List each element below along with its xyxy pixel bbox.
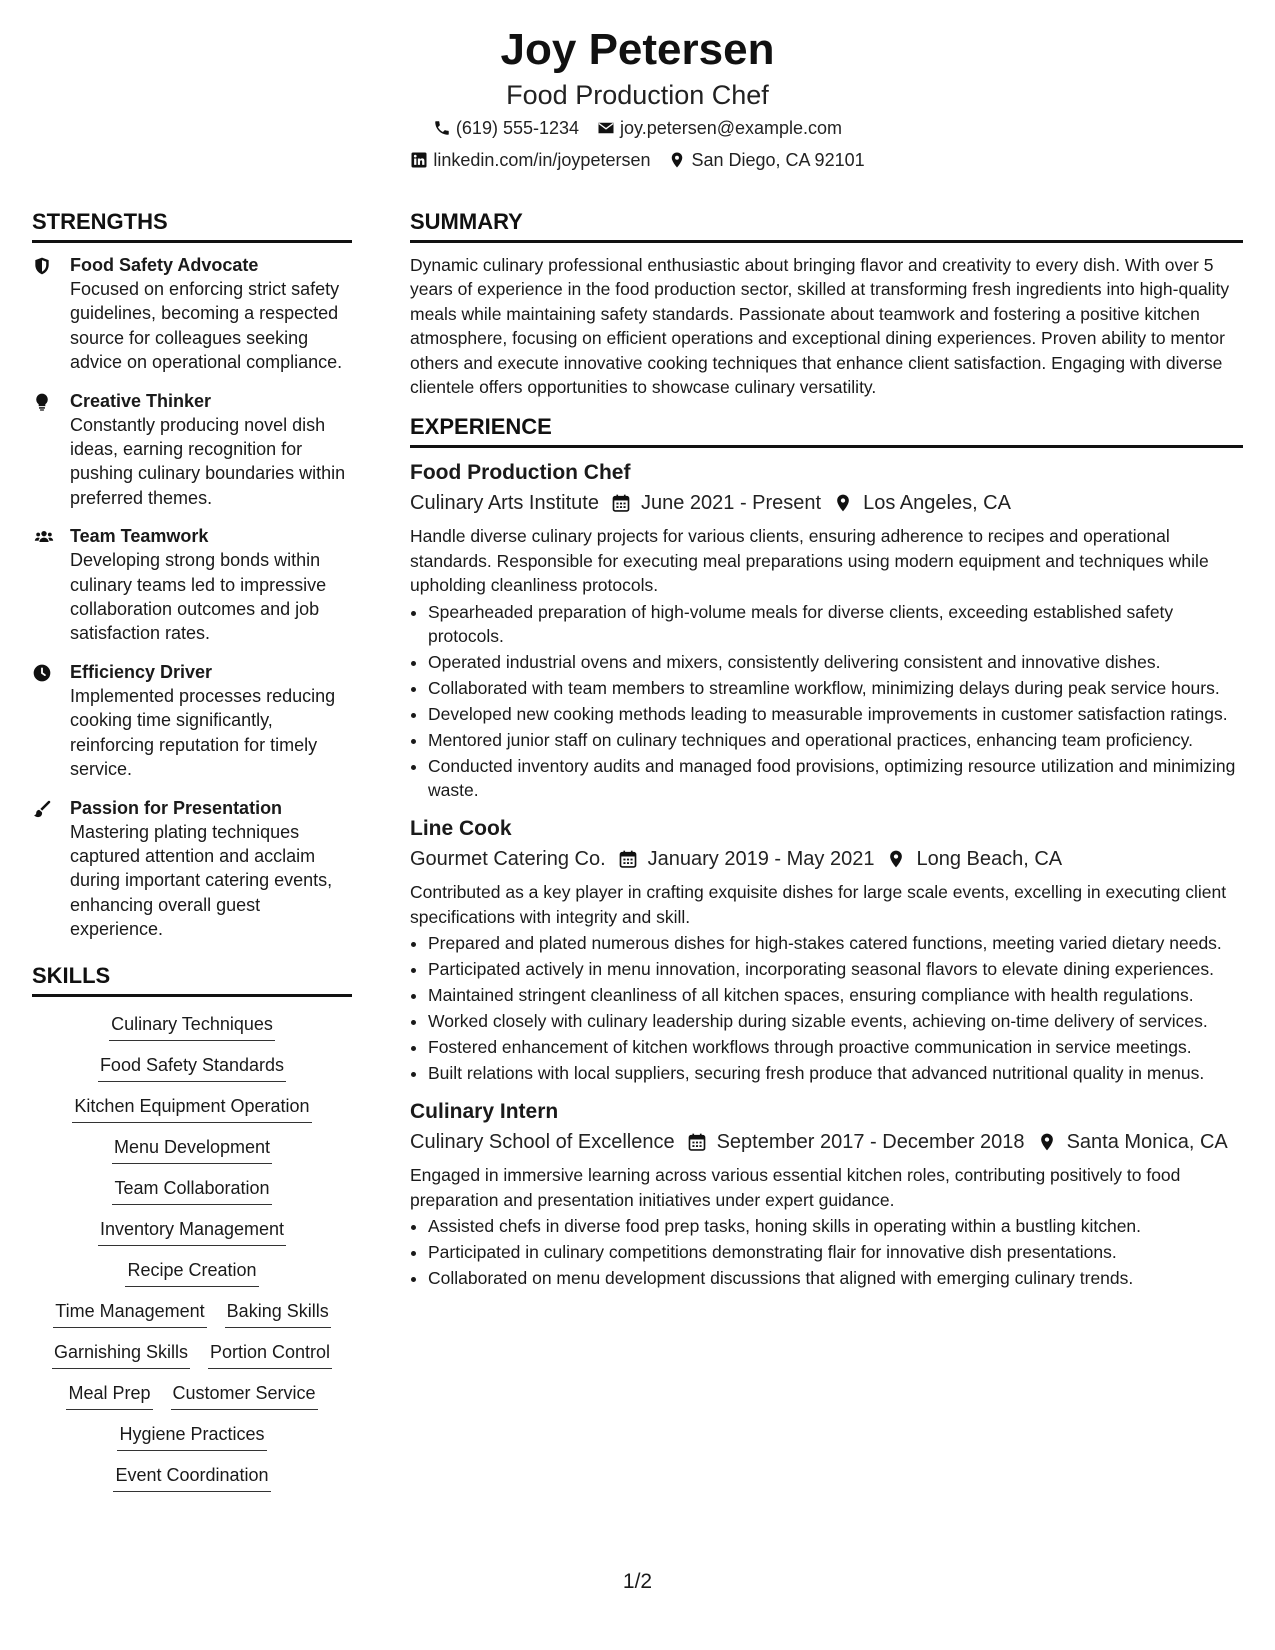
job-entry xyxy=(410,458,1243,802)
strength-item xyxy=(32,524,352,646)
job-description: Contributed as a key player in crafting exquisite dishes for large scale events, excelling in executing client specifications with integrity and skill. xyxy=(410,882,1227,927)
skill-row xyxy=(32,1011,352,1041)
skills-section xyxy=(32,962,352,1492)
job-bullet: • Participated actively in menu innovation, incorporating seasonal flavors to elevate dining experiences. xyxy=(428,957,1243,981)
job-title: Line Cook xyxy=(410,817,512,841)
skill-tag: Kitchen Equipment Operation xyxy=(72,1093,311,1123)
email-contact[interactable] xyxy=(597,112,842,144)
job-bullet: • Mentored junior staff on culinary techniques and operational practices, enhancing team proficiency. xyxy=(428,728,1243,752)
job-company: Culinary School of Excellence xyxy=(410,1131,675,1154)
users-icon xyxy=(32,524,70,646)
skill-tag: Garnishing Skills xyxy=(52,1339,190,1369)
map-pin-icon xyxy=(1037,1132,1057,1152)
job-bullets xyxy=(410,1214,1243,1290)
skill-tag: Event Coordination xyxy=(113,1462,270,1492)
location-contact xyxy=(668,144,864,176)
skill-row xyxy=(32,1257,352,1287)
job-bullet: • Spearheaded preparation of high-volume meals for diverse clients, exceeding established safety protocols. xyxy=(428,600,1243,649)
strength-item xyxy=(32,660,352,782)
strength-desc: Constantly producing novel dish ideas, earning recognition for pushing culinary boundaries within preferred themes. xyxy=(70,414,346,508)
skill-row xyxy=(32,1421,352,1451)
job-entry xyxy=(410,1097,1243,1290)
job-location-text: Santa Monica, CA xyxy=(1066,1131,1228,1154)
skill-tag: Time Management xyxy=(53,1298,206,1328)
strength-desc: Developing strong bonds within culinary teams led to impressive collaboration outcomes and job satisfaction rates. xyxy=(70,550,327,644)
contact-row-1 xyxy=(0,112,1275,144)
job-dates xyxy=(611,488,821,518)
calendar-icon xyxy=(611,493,631,513)
skill-tag: Meal Prep xyxy=(66,1380,152,1410)
strength-desc: Focused on enforcing strict safety guidelines, becoming a respected source for colleagues seeking advice on operational compliance. xyxy=(70,279,343,373)
job-company: Culinary Arts Institute xyxy=(410,492,599,515)
job-dates-text: June 2021 - Present xyxy=(640,492,822,515)
job-dates-text: January 2019 - May 2021 xyxy=(647,848,875,871)
phone-icon xyxy=(433,119,451,137)
skill-row xyxy=(32,1134,352,1164)
job-title: Food Production Chef xyxy=(410,461,631,485)
summary-text: Dynamic culinary professional enthusiastic about bringing flavor and creativity to every dish. With over 5 years of experience in the food production sector, skilled at transforming fresh ingredients into high-quality meals while maintaining safety standards. Passionate about teamwork and fostering a positive kitchen atmosphere, focusing on efficient operations and exceptional dining experiences. Proven ability to mentor others and execute innovative cooking techniques that enhance client satisfaction. Engaging with diverse clientele offers opportunities to showcase culinary versatility. xyxy=(410,255,1230,398)
strength-item xyxy=(32,253,352,375)
strengths-title: STRENGTHS xyxy=(32,208,352,243)
job-bullet: • Participated in culinary competitions demonstrating flair for innovative dish presentations. xyxy=(428,1240,1243,1264)
job-location-text: Los Angeles, CA xyxy=(863,492,1011,515)
skill-tag: Portion Control xyxy=(208,1339,332,1369)
strength-item xyxy=(32,796,352,942)
clock-icon xyxy=(32,660,70,782)
left-column xyxy=(32,208,352,1503)
calendar-icon xyxy=(687,1132,707,1152)
job-bullet: • Prepared and plated numerous dishes for high-stakes catered functions, meeting varied dietary needs. xyxy=(428,931,1243,955)
calendar-icon xyxy=(618,849,638,869)
linkedin-text: linkedin.com/in/joypetersen xyxy=(433,150,651,170)
candidate-name: Joy Petersen xyxy=(500,25,775,74)
skill-row xyxy=(32,1175,352,1205)
phone-contact xyxy=(433,112,579,144)
job-bullet: • Assisted chefs in diverse food prep tasks, honing skills in operating within a bustling kitchen. xyxy=(428,1214,1243,1238)
page-number: 1/2 xyxy=(622,1570,653,1593)
shield-icon xyxy=(32,253,70,375)
skill-tag: Menu Development xyxy=(112,1134,272,1164)
job-bullet: • Collaborated on menu development discussions that aligned with emerging culinary trends. xyxy=(428,1266,1243,1290)
candidate-role: Food Production Chef xyxy=(506,80,769,110)
right-column xyxy=(410,208,1243,1302)
summary-section xyxy=(410,208,1243,399)
job-description: Engaged in immersive learning across various essential kitchen roles, contributing positively to food preparation and presentation initiatives under expert guidance. xyxy=(410,1165,1181,1210)
job-bullet: • Worked closely with culinary leadership during sizable events, achieving on-time delivery of services. xyxy=(428,1009,1243,1033)
skill-row xyxy=(32,1298,352,1328)
job-dates xyxy=(618,844,875,874)
skill-row xyxy=(32,1339,352,1369)
job-bullet: • Built relations with local suppliers, securing fresh produce that advanced nutritional quality in menus. xyxy=(428,1061,1243,1085)
strength-title: Team Teamwork xyxy=(70,526,209,547)
skill-tag: Team Collaboration xyxy=(112,1175,271,1205)
skills-list xyxy=(32,1007,352,1492)
job-bullet: • Operated industrial ovens and mixers, consistently delivering consistent and innovative dishes. xyxy=(428,650,1243,674)
email-text: joy.petersen@example.com xyxy=(620,118,843,138)
strength-title: Passion for Presentation xyxy=(70,797,283,818)
brush-icon xyxy=(32,796,70,942)
skill-row xyxy=(32,1216,352,1246)
location-text: San Diego, CA 92101 xyxy=(691,150,865,170)
map-pin-icon xyxy=(833,493,853,513)
job-title: Culinary Intern xyxy=(410,1100,559,1124)
skill-tag: Food Safety Standards xyxy=(98,1052,286,1082)
strength-title: Creative Thinker xyxy=(70,390,212,411)
summary-title: SUMMARY xyxy=(410,208,1243,243)
job-bullet: • Collaborated with team members to streamline workflow, minimizing delays during peak service hours. xyxy=(428,676,1243,700)
skill-tag: Customer Service xyxy=(171,1380,318,1410)
job-bullet: • Conducted inventory audits and managed food provisions, optimizing resource utilization and minimizing waste. xyxy=(428,754,1243,803)
experience-title: EXPERIENCE xyxy=(410,413,1243,448)
strength-item xyxy=(32,389,352,511)
job-company: Gourmet Catering Co. xyxy=(410,848,606,871)
job-dates-text: September 2017 - December 2018 xyxy=(716,1131,1025,1154)
job-meta xyxy=(410,488,1243,518)
skill-tag: Culinary Techniques xyxy=(109,1011,275,1041)
job-entry xyxy=(410,814,1243,1085)
job-bullets xyxy=(410,931,1243,1085)
lightbulb-icon xyxy=(32,389,70,511)
envelope-icon xyxy=(597,119,615,137)
job-description: Handle diverse culinary projects for various clients, ensuring adherence to recipes and operational standards. Responsible for executing meal preparations using modern equipment and techniques while upholding cleanliness protocols. xyxy=(410,526,1209,596)
job-bullet: • Fostered enhancement of kitchen workflows through proactive communication in service meetings. xyxy=(428,1035,1243,1059)
skills-title: SKILLS xyxy=(32,962,352,997)
job-bullet: • Developed new cooking methods leading to measurable improvements in customer satisfaction ratings. xyxy=(428,702,1243,726)
job-dates xyxy=(687,1127,1025,1157)
map-pin-icon xyxy=(886,849,906,869)
skill-row xyxy=(32,1380,352,1410)
job-location xyxy=(1037,1127,1228,1157)
job-location-text: Long Beach, CA xyxy=(916,848,1063,871)
skill-tag: Baking Skills xyxy=(225,1298,331,1328)
linkedin-icon xyxy=(410,151,428,169)
skill-row xyxy=(32,1052,352,1082)
phone-text: (619) 555-1234 xyxy=(455,118,580,138)
strengths-section xyxy=(32,208,352,942)
job-bullet: • Maintained stringent cleanliness of all kitchen spaces, ensuring compliance with health regulations. xyxy=(428,983,1243,1007)
strength-title: Efficiency Driver xyxy=(70,661,213,682)
skill-tag: Hygiene Practices xyxy=(117,1421,266,1451)
map-pin-icon xyxy=(668,151,686,169)
skill-row xyxy=(32,1462,352,1492)
resume-header xyxy=(0,22,1275,176)
experience-section xyxy=(410,413,1243,1290)
job-location xyxy=(833,488,1011,518)
skill-tag: Inventory Management xyxy=(98,1216,286,1246)
strength-desc: Implemented processes reducing cooking time significantly, reinforcing reputation for timely service. xyxy=(70,685,336,780)
job-meta xyxy=(410,844,1243,874)
job-meta xyxy=(410,1127,1243,1157)
job-bullets xyxy=(410,600,1243,803)
skill-tag: Recipe Creation xyxy=(125,1257,258,1287)
skill-row xyxy=(32,1093,352,1123)
job-location xyxy=(886,844,1062,874)
strength-title: Food Safety Advocate xyxy=(70,255,259,275)
linkedin-contact[interactable] xyxy=(410,144,650,176)
contact-row-2 xyxy=(0,144,1275,176)
strength-desc: Mastering plating techniques captured attention and acclaim during important catering events, enhancing overall guest experience. xyxy=(70,821,333,940)
